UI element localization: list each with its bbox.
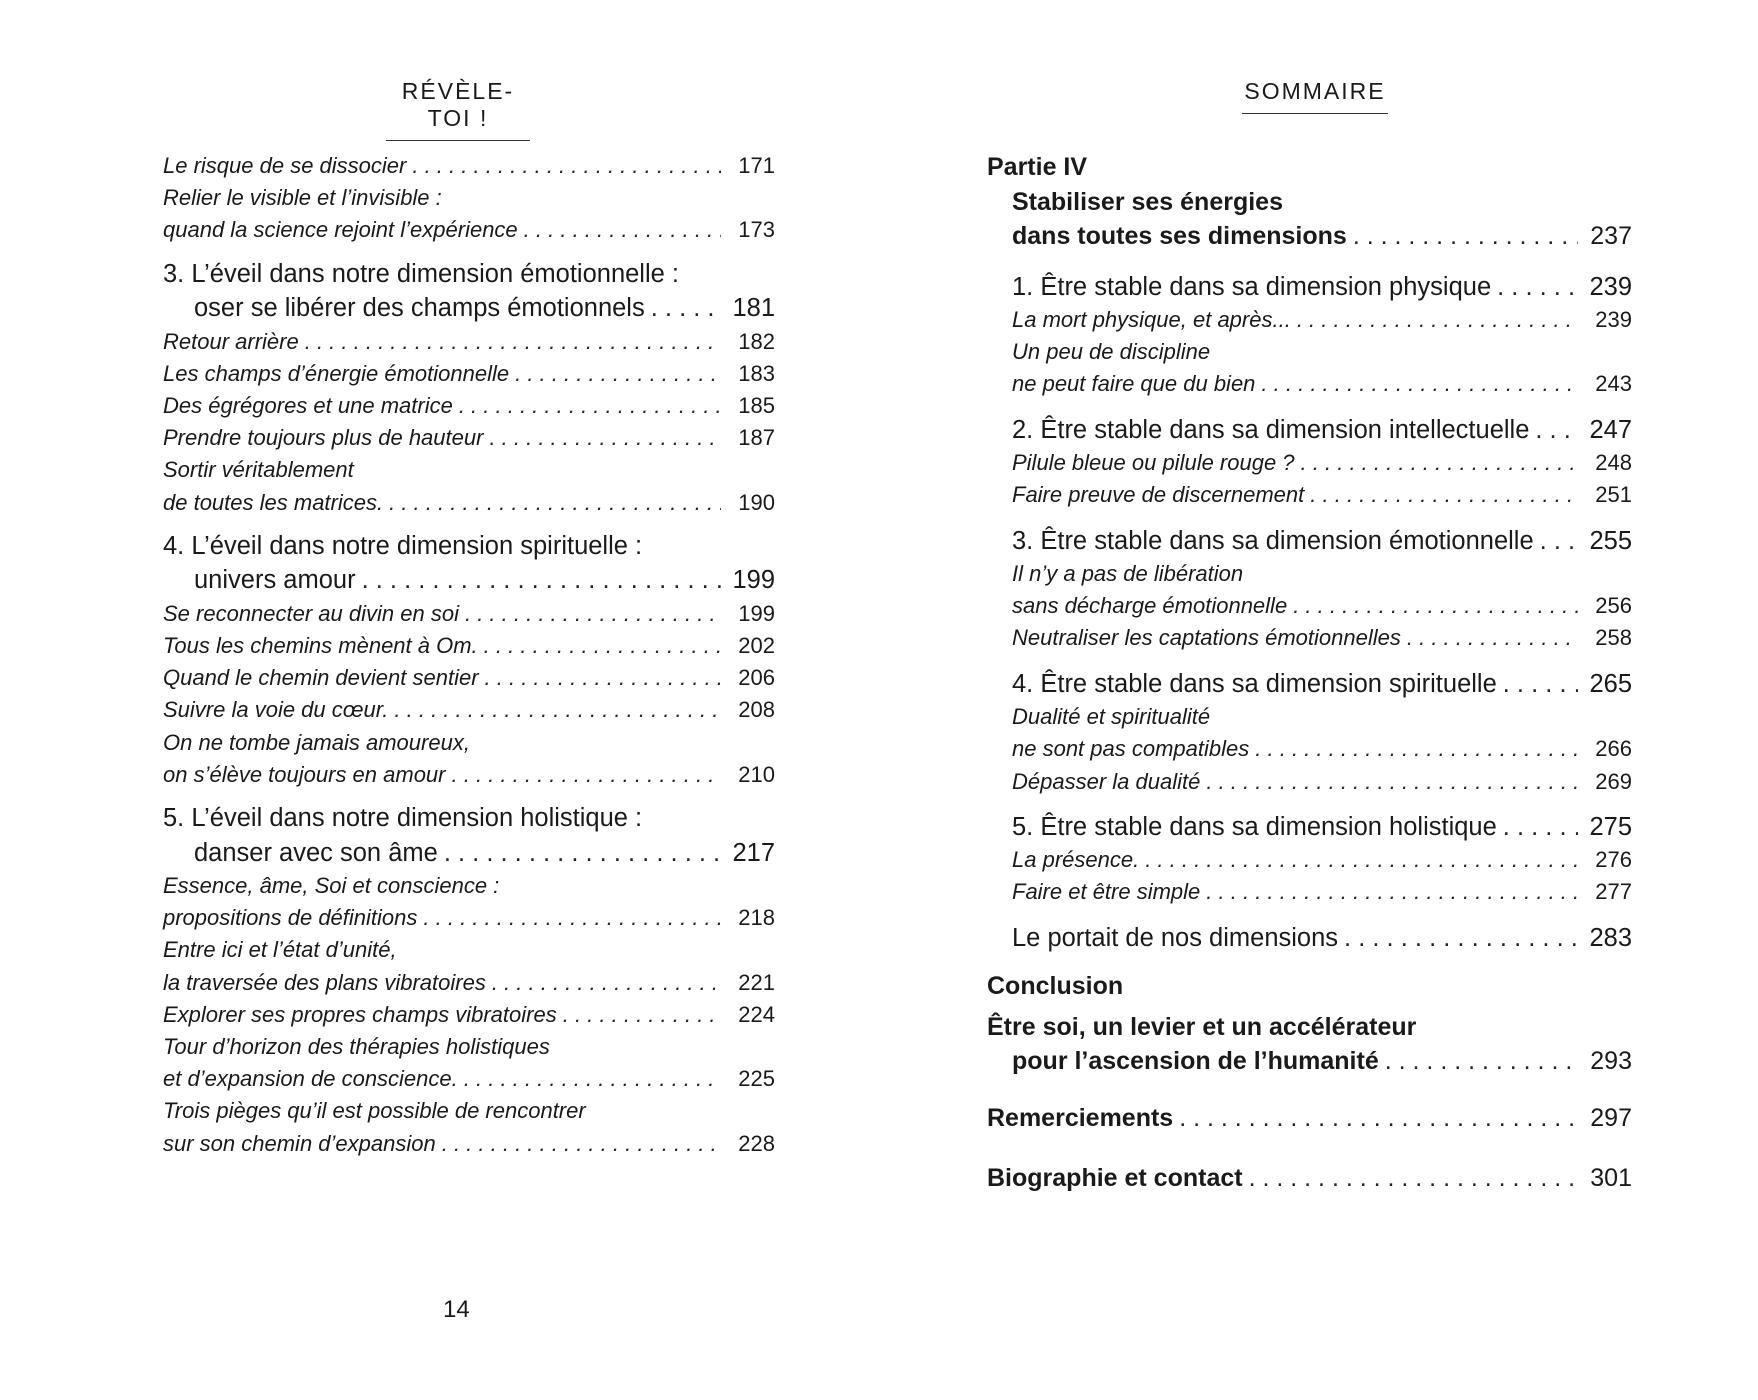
conclusion-title-line: Être soi, un levier et un accélérateur: [987, 1012, 1417, 1041]
toc-section-heading: 5. L’éveil dans notre dimension holistique :: [163, 804, 643, 833]
dot-leader: [1497, 270, 1578, 305]
toc-page-number: 258: [1595, 625, 1632, 651]
toc-page-number: 265: [1589, 669, 1632, 698]
conclusion-label: Conclusion: [987, 972, 1124, 1001]
toc-section-title: danser avec son âme: [194, 838, 438, 867]
toc-entry-title: on s’élève toujours en amour: [163, 761, 446, 787]
dot-leader: [1261, 368, 1578, 400]
toc-entry: [163, 902, 775, 934]
toc-entry-line: On ne tombe jamais amoureux,: [163, 729, 470, 755]
toc-entry: [163, 694, 775, 726]
toc-part-title: dans toutes ses dimensions: [1012, 222, 1347, 250]
part-title-line: Stabiliser ses énergies: [1012, 187, 1283, 216]
running-head: SOMMAIRE: [1242, 78, 1388, 114]
toc-section: [987, 921, 1632, 956]
toc-entry: [987, 368, 1632, 400]
dot-leader: [1385, 1044, 1578, 1079]
toc-page-number: 199: [732, 566, 775, 595]
dot-leader: [394, 694, 721, 726]
toc-entry-line: Relier le visible et l’invisible :: [163, 185, 442, 211]
dot-leader: [524, 214, 721, 246]
toc-page-number: 199: [738, 600, 775, 626]
toc-page-number: 182: [738, 328, 775, 354]
dot-leader: [1206, 766, 1578, 798]
toc-entry: [163, 390, 775, 422]
dot-leader: [1293, 590, 1578, 622]
toc-entry-line: Trois pièges qu’il est possible de rencontrer: [163, 1098, 586, 1124]
toc-entry-title: ne sont pas compatibles: [1012, 736, 1250, 762]
dot-leader: [465, 598, 721, 630]
toc-page-number: 248: [1595, 450, 1632, 476]
toc-entry: [163, 1128, 775, 1160]
toc-page-number: 206: [738, 665, 775, 691]
toc-section: [163, 291, 775, 326]
toc-entry: [163, 358, 775, 390]
toc-entry: [163, 630, 775, 662]
dot-leader: [1344, 921, 1578, 956]
toc-remerciements: [987, 1101, 1632, 1136]
toc-page-number: 269: [1595, 768, 1632, 794]
dot-leader: [1255, 733, 1578, 765]
toc-page-number: 190: [738, 489, 775, 515]
part-label: Partie IV: [987, 153, 1088, 181]
toc-page-number: 217: [732, 838, 775, 867]
toc-entry-title: Tous les chemins mènent à Om.: [163, 633, 478, 659]
toc-entry-title: propositions de définitions: [163, 905, 418, 931]
toc-page-number: 247: [1589, 415, 1632, 444]
toc-entry-title: Prendre toujours plus de hauteur: [163, 425, 484, 451]
toc-section-title: 1. Être stable dans sa dimension physique: [1012, 272, 1492, 301]
toc-list: [163, 150, 775, 1160]
toc-entry: [163, 150, 775, 182]
toc-entry-title: Pilule bleue ou pilule rouge ?: [1012, 450, 1295, 476]
toc-biographie: [987, 1161, 1632, 1196]
toc-page-number: 301: [1590, 1164, 1632, 1193]
toc-entry-title: Neutraliser les captations émotionnelles: [1012, 625, 1401, 651]
toc-entry: [163, 967, 775, 999]
dot-leader: [485, 662, 721, 694]
toc-section: [987, 810, 1632, 845]
toc-entry-title: Les champs d’énergie émotionnelle: [163, 360, 510, 386]
toc-page-number: 251: [1595, 482, 1632, 508]
toc-remerciements-title: Remerciements: [987, 1103, 1174, 1132]
toc-section-title: 5. Être stable dans sa dimension holistique: [1012, 812, 1497, 841]
toc-entry-title: Quand le chemin devient sentier: [163, 665, 479, 691]
dot-leader: [492, 967, 721, 999]
toc-entry-line: Un peu de discipline: [1012, 339, 1211, 365]
toc-section: [987, 667, 1632, 702]
dot-leader: [1301, 447, 1578, 479]
toc-entry-title: La mort physique, et après...: [1012, 307, 1291, 332]
toc-part: [987, 219, 1632, 254]
toc-section: [987, 270, 1632, 305]
dot-leader: [442, 1128, 721, 1160]
toc-entry-line: Essence, âme, Soi et conscience :: [163, 873, 500, 899]
toc-page-number: 297: [1590, 1103, 1632, 1132]
dot-leader: [489, 422, 721, 454]
toc-page-number: 255: [1589, 526, 1632, 555]
toc-entry-title: La présence.: [1012, 847, 1140, 873]
toc-page-number: 239: [1595, 307, 1632, 332]
toc-page-number: 218: [738, 905, 775, 931]
toc-page-number: 183: [738, 360, 775, 386]
toc-entry: [163, 999, 775, 1031]
toc-page-number: 173: [738, 217, 775, 243]
dot-leader: [1206, 876, 1578, 908]
running-head: RÉVÈLE-TOI !: [386, 78, 530, 141]
toc-section-title: Le portait de nos dimensions: [1012, 923, 1339, 952]
toc-page-number: 224: [738, 1001, 775, 1027]
toc-section-heading: 3. L’éveil dans notre dimension émotionnelle :: [163, 259, 679, 288]
toc-entry-title: Suivre la voie du cœur.: [163, 697, 389, 723]
toc-entry-title: Le risque de se dissocier: [163, 153, 407, 178]
dot-leader: [1179, 1101, 1578, 1136]
dot-leader: [423, 902, 721, 934]
toc-entry: [163, 214, 775, 246]
right-page: [879, 0, 1758, 1400]
toc-entry-title: Des égrégores et une matrice: [163, 393, 453, 419]
dot-leader: [412, 150, 721, 182]
toc-entry-title: Faire preuve de discernement: [1012, 482, 1305, 508]
dot-leader: [1249, 1161, 1578, 1196]
dot-leader: [484, 630, 721, 662]
dot-leader: [452, 759, 722, 791]
toc-entry-line: Tour d’horizon des thérapies holistiques: [163, 1034, 550, 1060]
dot-leader: [1407, 622, 1578, 654]
toc-page-number: 239: [1589, 272, 1632, 301]
toc-entry-title: ne peut faire que du bien: [1012, 371, 1256, 397]
toc-section: [163, 563, 775, 598]
toc-page-number: 237: [1590, 222, 1632, 250]
toc-entry: [163, 422, 775, 454]
toc-page-number: 275: [1589, 812, 1632, 841]
toc-section-title: oser se libérer des champs émotionnels: [194, 294, 645, 323]
dot-leader: [464, 1063, 721, 1095]
toc-entry-title: et d’expansion de conscience.: [163, 1066, 458, 1092]
toc-entry-title: Faire et être simple: [1012, 879, 1201, 905]
dot-leader: [651, 291, 721, 326]
toc-page-number: 266: [1595, 736, 1632, 762]
dot-leader: [1540, 524, 1578, 559]
toc-entry: [987, 876, 1632, 908]
toc-biographie-title: Biographie et contact: [987, 1164, 1243, 1193]
toc-page-number: 283: [1589, 923, 1632, 952]
toc-page-number: 202: [738, 633, 775, 659]
toc-entry: [163, 662, 775, 694]
toc-entry: [163, 487, 775, 519]
toc-conclusion: [987, 1044, 1632, 1079]
toc-entry: [987, 844, 1632, 876]
toc-section-title: univers amour: [194, 566, 356, 595]
toc-entry: [987, 479, 1632, 511]
toc-page-number: 187: [738, 425, 775, 451]
toc-entry: [987, 622, 1632, 654]
toc-entry-line: Dualité et spiritualité: [1012, 704, 1211, 730]
toc-section-title: 3. Être stable dans sa dimension émotionnelle: [1012, 526, 1534, 555]
toc-entry-title: Se reconnecter au divin en soi: [163, 600, 459, 626]
toc-entry: [163, 1063, 775, 1095]
toc-page-number: 210: [738, 761, 775, 787]
toc-entry-title: la traversée des plans vibratoires: [163, 969, 486, 995]
toc-page-number: 225: [738, 1066, 775, 1092]
toc-page-number: 181: [732, 294, 775, 323]
toc-page-number: 228: [738, 1130, 775, 1156]
toc-entry: [987, 766, 1632, 798]
toc-entry: [987, 733, 1632, 765]
toc-section: [163, 836, 775, 871]
toc-entry-title: sur son chemin d’expansion: [163, 1130, 436, 1156]
toc-entry: [987, 304, 1632, 336]
toc-entry-line: Entre ici et l’état d’unité,: [163, 937, 397, 963]
toc-entry-line: Il n’y a pas de libération: [1012, 561, 1244, 587]
toc-entry-title: Retour arrière: [163, 328, 299, 354]
dot-leader: [1503, 810, 1578, 845]
dot-leader: [515, 358, 721, 390]
toc-entry: [987, 447, 1632, 479]
toc-page-number: 243: [1595, 371, 1632, 397]
dot-leader: [1535, 413, 1578, 448]
toc-entry-title: Explorer ses propres champs vibratoires: [163, 1001, 557, 1027]
toc-page-number: 276: [1595, 847, 1632, 873]
toc-page-number: 208: [738, 697, 775, 723]
dot-leader: [1145, 844, 1578, 876]
toc-section: [987, 413, 1632, 448]
toc-entry: [163, 326, 775, 358]
dot-leader: [444, 836, 721, 871]
toc-entry-title: de toutes les matrices.: [163, 489, 384, 515]
toc-page-number: 185: [738, 393, 775, 419]
toc-section-heading: 4. L’éveil dans notre dimension spirituelle :: [163, 531, 643, 560]
toc-entry: [163, 598, 775, 630]
toc-entry-title: sans décharge émotionnelle: [1012, 593, 1288, 619]
dot-leader: [1353, 219, 1578, 254]
dot-leader: [1297, 304, 1578, 336]
toc-section-title: 2. Être stable dans sa dimension intellectuelle: [1012, 415, 1530, 444]
toc-page-number: 221: [738, 969, 775, 995]
dot-leader: [563, 999, 721, 1031]
toc-section-title: 4. Être stable dans sa dimension spirituelle: [1012, 669, 1497, 698]
page-number: 14: [443, 1296, 470, 1323]
toc-page-number: 293: [1590, 1047, 1632, 1076]
toc-entry: [163, 759, 775, 791]
dot-leader: [1503, 667, 1578, 702]
toc-entry-title: Dépasser la dualité: [1012, 768, 1201, 794]
toc-page-number: 256: [1595, 593, 1632, 619]
dot-leader: [362, 563, 721, 598]
toc-list: [987, 150, 1632, 1196]
dot-leader: [459, 390, 721, 422]
toc-entry-line: Sortir véritablement: [163, 457, 354, 483]
toc-conclusion-title: pour l’ascension de l’humanité: [1012, 1047, 1379, 1076]
toc-entry: [987, 590, 1632, 622]
dot-leader: [305, 326, 721, 358]
toc-entry-title: quand la science rejoint l’expérience: [163, 217, 518, 243]
dot-leader: [1310, 479, 1578, 511]
toc-page-number: 277: [1595, 879, 1632, 905]
toc-section: [987, 524, 1632, 559]
toc-page-number: 171: [738, 153, 775, 178]
dot-leader: [389, 487, 721, 519]
